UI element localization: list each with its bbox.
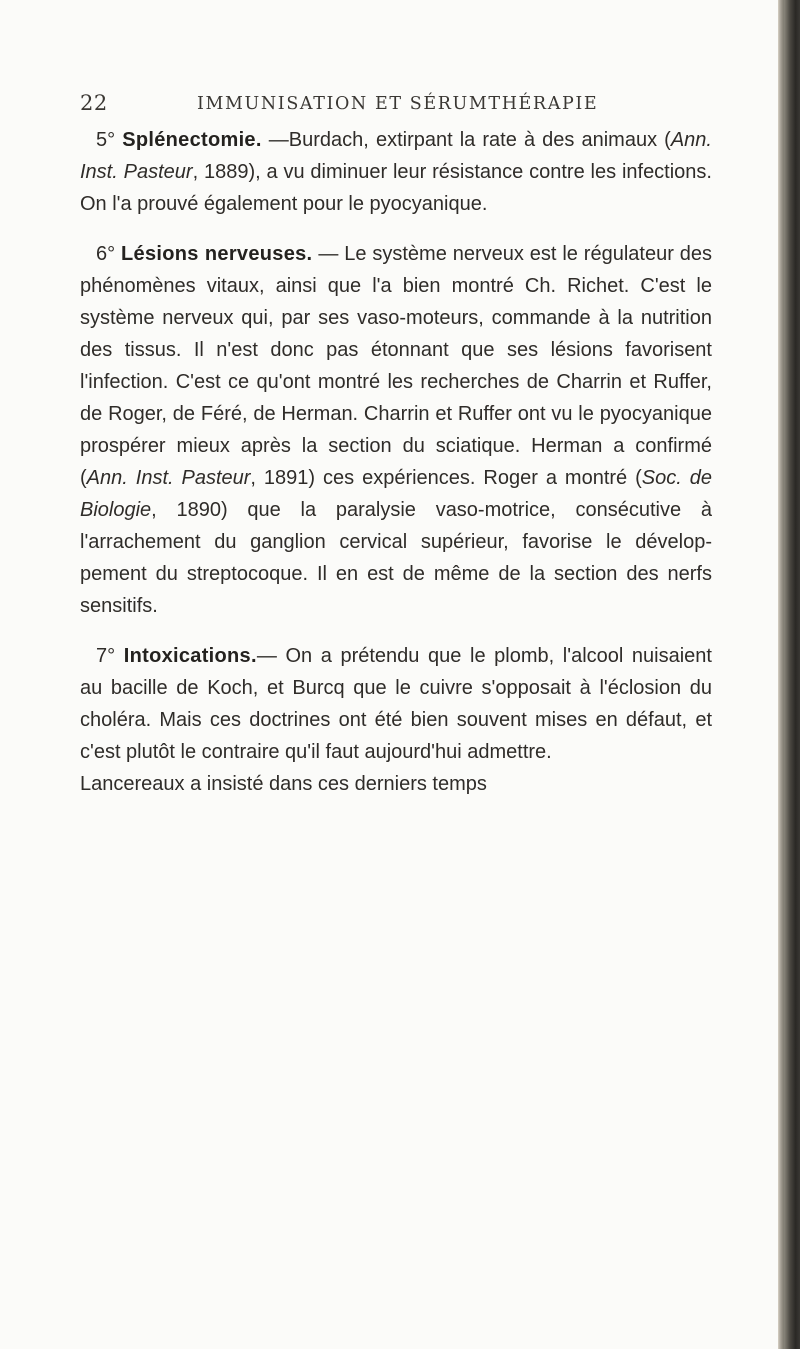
paragraph-intoxications <box>80 640 712 768</box>
page-shadow <box>778 0 784 1349</box>
text-run: Lancereaux a insisté dans ces derniers temps <box>80 773 487 795</box>
paragraph-lesions-nerveuses <box>80 238 712 622</box>
section-number: 5° <box>96 129 116 151</box>
page-header <box>80 91 720 121</box>
section-number: 7° <box>96 645 116 667</box>
body-text <box>80 124 712 800</box>
text-run: — On a prétendu que le plomb, l'alcool nuisaient au bacille de Koch, et Burcq que le cuivre s'opposait à l'éclosion du choléra. Mais ces doctrines ont été bien souvent mises en défaut, et c'est plutôt le contraire qu'il faut aujourd'hui admettre. <box>80 645 712 763</box>
citation-title: Ann. Inst. Pasteur <box>86 467 251 489</box>
text-run: , 1891) ces expériences. Roger a montré ( <box>250 467 642 489</box>
paragraph-splenectomie <box>80 124 712 220</box>
text-run: — Le système nerveux est le régulateur des phénomènes vitaux, ainsi que l'a bien montré Ch. Richet. C'est le système nerveux qui, par ses vaso-moteurs, commande à la nutrition des tissus. Il n'est donc pas étonnant que ses lésions favorisent l'infection. C'est ce qu'ont montré les recherches de Charrin et Ruffer, de Roger, de Féré, de Herman. Charrin et Ruffer ont vu le pyocyanique prospérer mieux après la section du sciatique. Herman a confirmé ( <box>80 243 712 489</box>
paragraph-lancereaux <box>80 768 712 800</box>
running-title: IMMUNISATION ET SÉRUMTHÉRAPIE <box>197 94 599 114</box>
section-heading: Lésions nerveuses. <box>121 243 313 265</box>
section-number: 6° <box>96 243 116 265</box>
citation-title: Soc. de Biologie <box>80 467 712 521</box>
page-number: 22 <box>80 91 108 115</box>
section-heading: Splénectomie. <box>122 129 262 151</box>
text-run: —Burdach, extirpant la rate à des animaux ( <box>261 129 671 151</box>
section-heading: Intoxications. <box>123 645 257 667</box>
text-run: , 1889), a vu diminuer leur résistance contre les infections. On l'a prouvé également pour le pyocyanique. <box>80 161 712 215</box>
citation-title: Ann. Inst. Pasteur <box>80 129 712 183</box>
text-run: , 1890) que la paralysie vaso-motrice, consécutive à l'arrachement du ganglion cervical supérieur, favorise le développement du streptocoque. Il en est de même de la section des nerfs sensitifs. <box>80 499 712 617</box>
